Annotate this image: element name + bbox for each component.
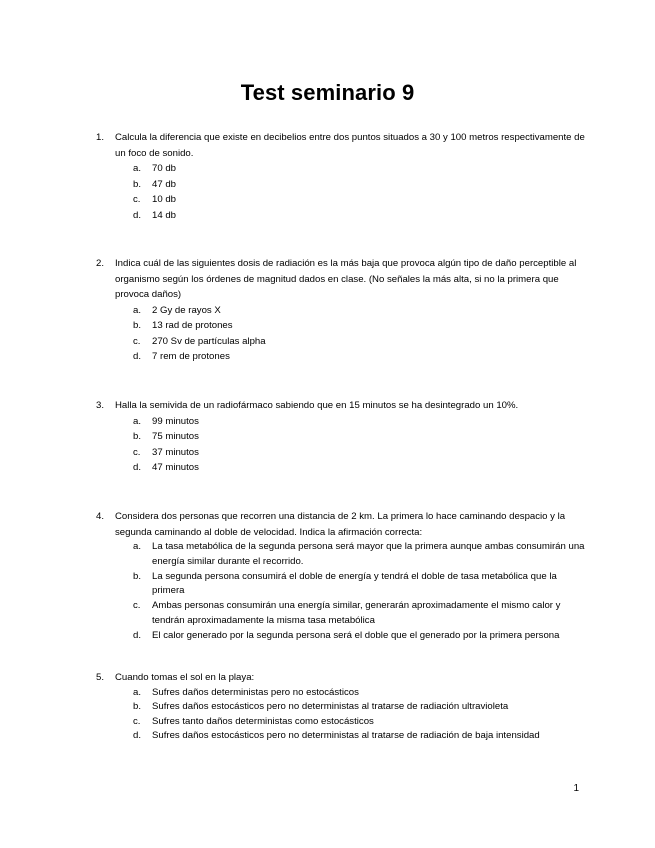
question-3: [96, 398, 586, 485]
options-list: [133, 414, 586, 476]
options-list: [133, 540, 586, 643]
option-b: [133, 570, 586, 599]
options-list: [133, 303, 586, 365]
option-text: Sufres tanto daños deterministas como estocásticos: [152, 715, 374, 727]
option-text: Ambas personas consumirán una energía similar, generarán aproximadamente el mismo calor y tendrán aproximadamente la misma tasa metabólica: [152, 600, 561, 626]
question-number: 1.: [96, 132, 105, 143]
option-text: 10 db: [152, 194, 177, 205]
option-c: [133, 192, 586, 208]
option-text: 47 db: [152, 178, 177, 190]
option-text: 37 minutos: [152, 446, 199, 458]
option-text: El calor generado por la segunda persona será el doble que el generado por la primera persona: [152, 629, 560, 641]
option-letter: b.: [133, 701, 142, 712]
option-a: [133, 686, 586, 701]
option-text: 270 Sv de partículas alpha: [152, 335, 266, 347]
question-text: Halla la semivida de un radiofármaco sabiendo que en 15 minutos se ha desintegrado un 10%.: [115, 400, 519, 411]
option-a: [133, 303, 586, 319]
options-list: [133, 686, 586, 744]
option-letter: c.: [133, 715, 141, 727]
option-text: 99 minutos: [152, 415, 199, 427]
option-letter: d.: [133, 209, 142, 221]
option-c: [133, 599, 586, 628]
option-text: 14 db: [152, 209, 177, 221]
option-c: [133, 334, 586, 350]
option-text: 47 minutos: [152, 462, 199, 473]
option-letter: b.: [133, 570, 142, 582]
option-letter: c.: [133, 600, 141, 611]
option-letter: c.: [133, 446, 141, 458]
option-text: 2 Gy de rayos X: [152, 304, 221, 316]
option-letter: d.: [133, 351, 142, 362]
question-4: [96, 509, 586, 653]
option-b: [133, 177, 586, 193]
option-letter: d.: [133, 730, 142, 741]
option-text: Sufres daños deterministas pero no estocásticos: [152, 686, 359, 698]
options-list: [133, 161, 586, 223]
question-text: Calcula la diferencia que existe en decibelios entre dos puntos situados a 30 y 100 metros respectivamente de un foco de sonido.: [115, 132, 585, 159]
option-d: [133, 629, 586, 644]
option-text: 75 minutos: [152, 431, 199, 442]
option-letter: a.: [133, 686, 142, 698]
question-number: 2.: [96, 258, 105, 269]
option-text: La segunda persona consumirá el doble de energía y tendrá el doble de tasa metabólica que la primera: [152, 570, 557, 596]
option-letter: b.: [133, 320, 142, 331]
option-b: [133, 429, 586, 445]
option-c: [133, 445, 586, 461]
option-a: [133, 414, 586, 430]
option-text: 70 db: [152, 163, 177, 174]
option-letter: d.: [133, 629, 142, 641]
option-text: 7 rem de protones: [152, 351, 230, 362]
option-text: La tasa metabólica de la segunda persona será mayor que la primera aunque ambas consumirán una energía similar durante el recorrido.: [152, 541, 585, 567]
question-number: 3.: [96, 400, 105, 411]
question-text: Cuando tomas el sol en la playa:: [115, 672, 255, 683]
option-d: [133, 208, 586, 224]
page-title: Test seminario 9: [240, 80, 415, 105]
option-letter: c.: [133, 194, 141, 205]
question-number: 4.: [96, 511, 105, 522]
option-letter: b.: [133, 178, 142, 190]
option-letter: a.: [133, 415, 142, 427]
option-text: Sufres daños estocásticos pero no deterministas al tratarse de radiación de baja intensidad: [152, 730, 540, 741]
question-5: [96, 670, 586, 753]
option-a: [133, 161, 586, 177]
question-text: Considera dos personas que recorren una distancia de 2 km. La primera lo hace caminando despacio y la segunda caminando al doble de velocidad. Indica la afirmación correcta:: [115, 511, 566, 538]
option-text: 13 rad de protones: [152, 320, 233, 331]
option-c: [133, 715, 586, 730]
option-letter: c.: [133, 335, 141, 347]
question-text: Indica cuál de las siguientes dosis de radiación es la más baja que provoca algún tipo de daño perceptible al organismo según los órdenes de magnitud dados en clase. (No señales la más alta, si no la primera que provoca daños): [115, 258, 577, 300]
option-b: [133, 318, 586, 334]
option-letter: b.: [133, 431, 142, 442]
question-1: [96, 130, 586, 233]
option-d: [133, 729, 586, 744]
option-letter: a.: [133, 304, 142, 316]
option-b: [133, 700, 586, 715]
option-d: [133, 460, 586, 476]
option-letter: a.: [133, 541, 142, 552]
question-2: [96, 256, 586, 374]
option-a: [133, 540, 586, 569]
page-number: 1: [573, 783, 579, 794]
option-letter: a.: [133, 163, 142, 174]
question-number: 5.: [96, 672, 105, 683]
option-d: [133, 349, 586, 365]
option-text: Sufres daños estocásticos pero no deterministas al tratarse de radiación ultravioleta: [152, 701, 509, 712]
option-letter: d.: [133, 462, 142, 473]
